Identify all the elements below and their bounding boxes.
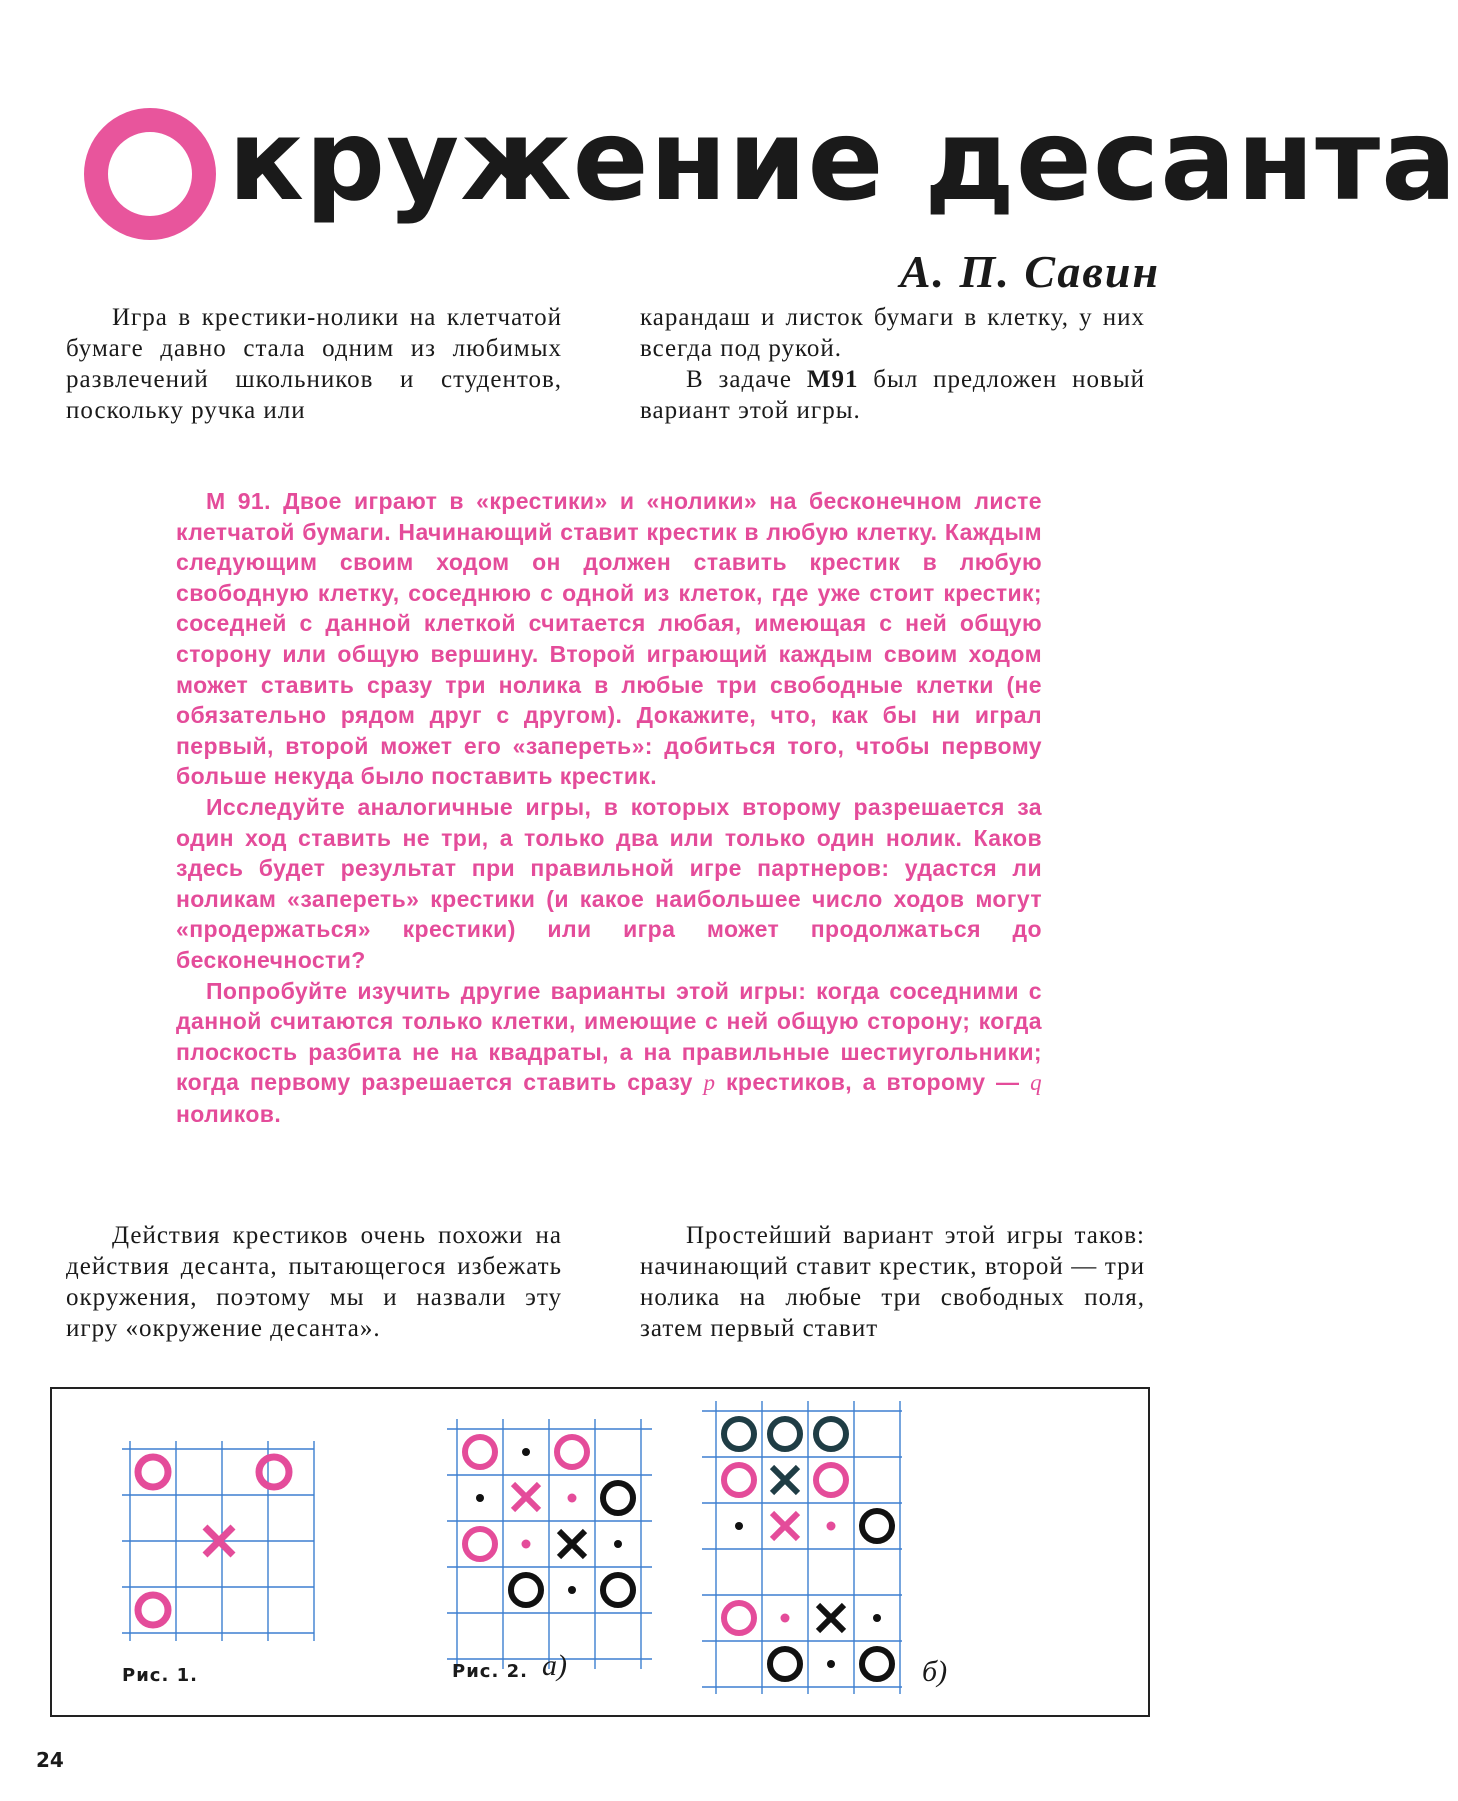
figures-drawing: [52, 1389, 1148, 1715]
intro-right-text-2: В задаче М91 был предложен новый вариант этой игры.: [640, 366, 1145, 424]
caption-fig2: Рис. 2.: [452, 1661, 528, 1682]
lower-right-column: [640, 1220, 1145, 1344]
fig1-nought: [259, 1457, 289, 1487]
fig1-nought: [138, 1595, 168, 1625]
problem-paragraph-2: Исследуйте аналогичные игры, в которых второму разрешается за один ход ставить не три, а только два или только один нолик. Каков здесь будет результат при правильной игре партнеров: удастся ли ноликам «запереть» крестики (и какое наибольшее число ходов могут «продержаться» крестики) или игра может продолжаться до бесконечности?: [176, 793, 1042, 973]
title-initial-ring: [84, 108, 216, 240]
subfigure-b-label: б): [922, 1655, 948, 1688]
title-text: кружение десанта: [228, 96, 1458, 226]
lower-left-column: [66, 1220, 562, 1344]
problem-ref: М91: [806, 366, 859, 393]
figure-frame: [50, 1387, 1150, 1717]
var-p: p: [703, 1070, 716, 1096]
intro-right-text-1: карандаш и листок бумаги в клетку, у них всегда под рукой.: [640, 304, 1145, 362]
fig2b-teal: [724, 1419, 846, 1493]
intro-left-column: [66, 302, 562, 426]
author: А. П. Савин: [899, 246, 1160, 297]
intro-left-text: Игра в крестики-нолики на клетчатой бумаге давно стала одним из любимых развлечений школьников и студентов, поскольку ручка или: [66, 304, 562, 424]
problem-paragraph-3: Попробуйте изучить другие варианты этой игры: когда соседними с данной считаются только клетки, имеющие с ней общую сторону; когда плоскость разбита не на квадраты, а на правильные шестиугольники; когда первому разрешается ставить сразу p крестиков, а второму — q ноликов.: [176, 977, 1042, 1127]
article-title: [80, 80, 1458, 240]
lower-left-text: Действия крестиков очень похожи на действия десанта, пытающегося избежать окружения, поэтому мы и назвали эту игру «окружение десанта».: [66, 1222, 562, 1342]
page-number: 24: [36, 1748, 64, 1772]
caption-fig1: Рис. 1.: [122, 1665, 198, 1686]
subfigure-a-label: а): [542, 1649, 567, 1682]
var-q: q: [1030, 1070, 1042, 1096]
problem-m91: [176, 486, 1042, 1129]
lower-right-text: Простейший вариант этой игры таков: начинающий ставит крестик, второй — три нолика на любые три свободных поля, затем первый ставит: [640, 1222, 1145, 1342]
intro-right-column: [640, 302, 1145, 426]
fig1-nought: [138, 1457, 168, 1487]
problem-paragraph-1: М 91. Двое играют в «крестики» и «нолики» на бесконечном листе клетчатой бумаги. Начинающий ставит крестик в любую клетку. Каждым следующим своим ходом он должен ставить крестик в любую свободную клетку, соседнюю с одной из клеток, где уже стоит крестик; соседней с данной клеткой считается любая, имеющая с ней общую сторону или общую вершину. Второй играющий каждым своим ходом может ставить сразу три нолика в любые три свободные клетки (не обязательно рядом друг с другом). Докажите, что, как бы ни играл первый, второй может его «запереть»: добиться того, чтобы первому больше некуда было поставить крестик.: [176, 488, 1042, 790]
